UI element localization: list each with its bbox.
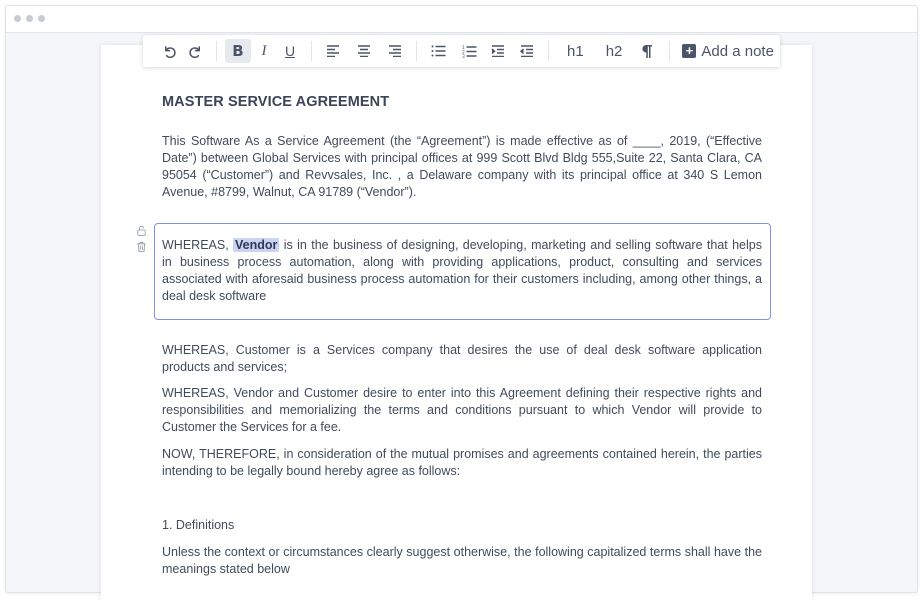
whereas-rest: is in the business of designing, developing, marketing and selling software that helps in business process automation, along with providing applications, product, consulting and services associated with aforesaid business process automation for their customers including, among other things, a deal desk software [162,238,762,303]
outdent-button[interactable] [514,39,540,63]
toolbar-divider [416,41,417,61]
pilcrow-icon [641,44,653,59]
outdent-icon [520,45,534,57]
trash-icon[interactable] [136,241,147,252]
toolbar-divider [216,41,217,61]
align-left-button[interactable] [320,39,346,63]
align-left-icon [326,45,340,57]
redo-button[interactable] [182,39,208,63]
intro-paragraph[interactable]: This Software As a Service Agreement (the “Agreement”) is made effective as of ____, 2019, (“Effective Date”) between Global Services with principal offices at 999 Scott Blvd Bldg 555,Suite 22, Santa Clara, CA 95054 (“Customer”) and Revvsales, Inc. , a Delaware company with its principal office at 340 S Lemon Avenue, #8799, Walnut, CA 91789 (“Vendor”). [162,134,762,199]
lock-icon[interactable] [136,225,147,236]
undo-button[interactable] [156,39,182,63]
heading-2-button[interactable]: h2 [605,42,623,60]
add-note-label: Add a note [701,42,774,60]
svg-text:3: 3 [461,54,465,58]
redo-icon [188,44,203,59]
numbered-list-icon [462,45,477,58]
definitions-intro-paragraph[interactable]: Unless the context or circumstances clearly suggest otherwise, the following capitalized terms shall have the meanings stated below [162,545,762,576]
toolbar-divider [311,41,312,61]
bold-button[interactable]: B [225,39,251,63]
add-note-button[interactable] [678,39,778,63]
whereas-agreement-paragraph[interactable]: WHEREAS, Vendor and Customer desire to enter into this Agreement defining their respective rights and responsibilities and memorializing the terms and conditions pursuant to which Vendor will provide to Customer the Services for a fee. [162,386,762,434]
plus-square-icon: + [682,44,696,58]
paragraph-button[interactable] [634,39,660,63]
therefore-paragraph[interactable]: NOW, THEREFORE, in consideration of the mutual promises and agreements contained herein, the parties intending to be legally bound hereby agree as follows: [162,447,762,478]
align-right-button[interactable] [382,39,408,63]
window-controls [14,15,45,22]
whereas-customer-paragraph[interactable]: WHEREAS, Customer is a Services company that desires the use of deal desk software application products and services; [162,343,762,374]
bullet-list-icon [431,45,446,57]
highlighted-vendor-term[interactable]: Vendor [235,238,278,252]
window-titlebar [6,6,917,33]
window-dot[interactable] [38,15,45,22]
document-title: MASTER SERVICE AGREEMENT [162,94,390,110]
svg-text:1: 1 [461,45,465,51]
whereas-prefix: WHEREAS, [162,238,234,252]
heading-1-button[interactable]: h1 [567,42,584,60]
section-heading-definitions[interactable]: 1. Definitions [162,518,235,532]
indent-button[interactable] [485,39,511,63]
whereas-vendor-paragraph[interactable] [162,237,762,305]
numbered-list-button[interactable] [456,39,482,63]
align-center-button[interactable] [351,39,377,63]
italic-button[interactable]: I [261,42,267,59]
undo-icon [162,44,177,59]
underline-button[interactable]: U [284,43,296,59]
toolbar-divider [548,41,549,61]
window-dot[interactable] [14,15,21,22]
indent-icon [491,45,505,57]
align-right-icon [388,45,402,57]
toolbar-divider [669,41,670,61]
align-center-icon [357,45,371,57]
editor-toolbar [143,35,780,67]
window-dot[interactable] [26,15,33,22]
bullet-list-button[interactable] [425,39,451,63]
svg-text:2: 2 [461,50,465,55]
